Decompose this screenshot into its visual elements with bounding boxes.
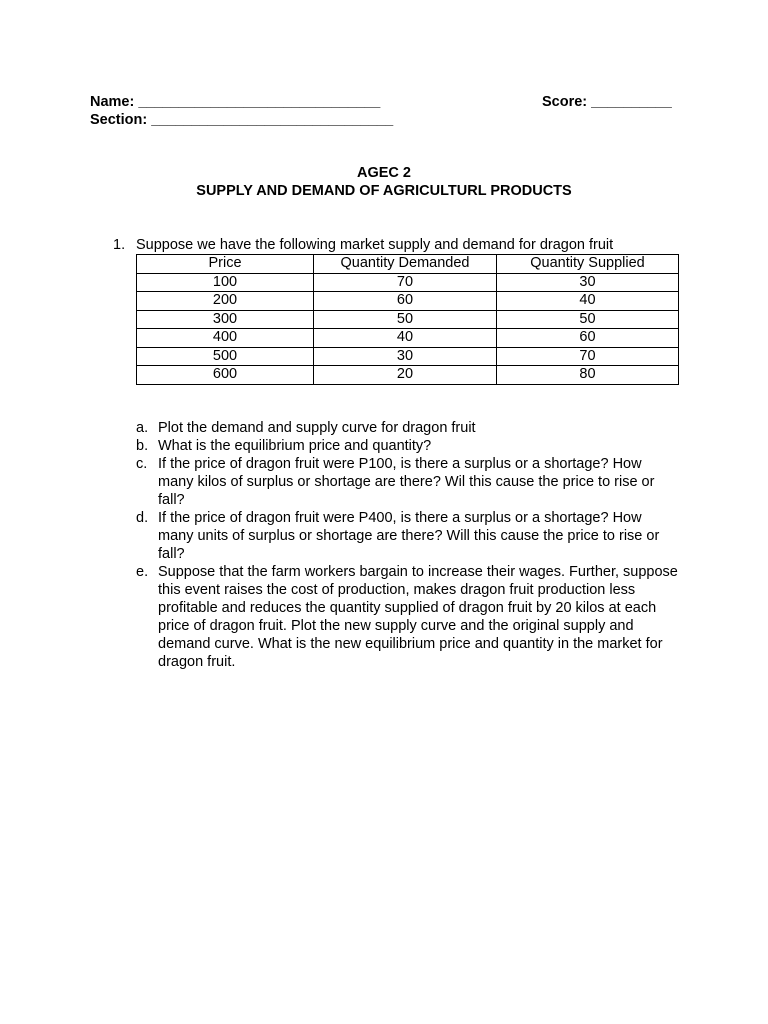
list-marker: c. xyxy=(136,456,148,472)
subquestion-d xyxy=(136,509,681,563)
column-header-quantity-supplied: Quantity Supplied xyxy=(497,255,679,274)
quantity-supplied-cell: 70 xyxy=(497,347,679,366)
price-cell: 300 xyxy=(137,310,314,329)
name-field-label: Name: ______________________________ xyxy=(90,94,381,110)
table-row xyxy=(137,273,679,292)
subquestion-list xyxy=(136,419,681,671)
table-row xyxy=(137,366,679,385)
score-field-label: Score: __________ xyxy=(542,94,672,110)
table-row xyxy=(137,347,679,366)
list-marker: d. xyxy=(136,510,149,526)
quantity-demanded-cell: 60 xyxy=(314,292,497,311)
document-title: SUPPLY AND DEMAND OF AGRICULTURL PRODUCTS xyxy=(196,183,572,199)
price-cell: 600 xyxy=(137,366,314,385)
quantity-demanded-cell: 30 xyxy=(314,347,497,366)
subquestion-text: What is the equilibrium price and quantity? xyxy=(158,438,432,454)
table-row xyxy=(137,329,679,348)
price-cell: 400 xyxy=(137,329,314,348)
quantity-supplied-cell: 60 xyxy=(497,329,679,348)
price-cell: 500 xyxy=(137,347,314,366)
subquestion-a xyxy=(136,419,681,437)
supply-demand-table xyxy=(136,254,679,385)
table-row xyxy=(137,292,679,311)
subquestion-e xyxy=(136,563,681,671)
quantity-supplied-cell: 40 xyxy=(497,292,679,311)
subquestion-text: If the price of dragon fruit were P100, is there a surplus or a shortage? How many kilos of surplus or shortage are there? Wil this cause the price to rise or fall? xyxy=(158,456,655,508)
course-title: AGEC 2 xyxy=(357,165,411,181)
column-header-price: Price xyxy=(137,255,314,274)
subquestion-c xyxy=(136,455,681,509)
quantity-demanded-cell: 70 xyxy=(314,273,497,292)
table-header-row xyxy=(137,255,679,274)
list-marker: b. xyxy=(136,438,149,454)
quantity-demanded-cell: 40 xyxy=(314,329,497,348)
quantity-supplied-cell: 50 xyxy=(497,310,679,329)
question-1 xyxy=(113,236,613,254)
question-number: 1. xyxy=(113,237,126,253)
price-cell: 200 xyxy=(137,292,314,311)
list-marker: e. xyxy=(136,564,149,580)
quantity-supplied-cell: 80 xyxy=(497,366,679,385)
quantity-demanded-cell: 50 xyxy=(314,310,497,329)
column-header-quantity-demanded: Quantity Demanded xyxy=(314,255,497,274)
subquestion-b xyxy=(136,437,681,455)
subquestion-text: Suppose that the farm workers bargain to increase their wages. Further, suppose this event raises the cost of production, makes dragon fruit production less profitable and reduces the quantity supplied of dragon fruit by 20 kilos at each price of dragon fruit. Plot the new supply curve and the original supply and demand curve. What is the new equilibrium price and quantity in the market for dragon fruit. xyxy=(158,564,678,670)
subquestion-text: If the price of dragon fruit were P400, is there a surplus or a shortage? How many units of surplus or shortage are there? Will this cause the price to rise or fall? xyxy=(158,510,660,562)
table-row xyxy=(137,310,679,329)
list-marker: a. xyxy=(136,420,149,436)
price-cell: 100 xyxy=(137,273,314,292)
question-text: Suppose we have the following market supply and demand for dragon fruit xyxy=(136,237,614,253)
subquestion-text: Plot the demand and supply curve for dragon fruit xyxy=(158,420,476,436)
quantity-supplied-cell: 30 xyxy=(497,273,679,292)
quantity-demanded-cell: 20 xyxy=(314,366,497,385)
section-field-label: Section: ______________________________ xyxy=(90,112,394,128)
